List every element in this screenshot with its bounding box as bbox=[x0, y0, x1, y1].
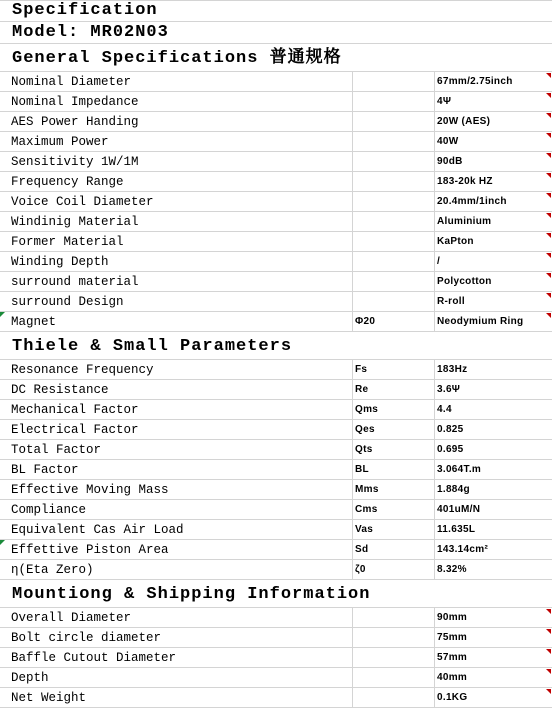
section-title-thiele: Thiele & Small Parameters bbox=[12, 337, 293, 356]
param-label[interactable]: Total Factor bbox=[0, 440, 353, 459]
param-label[interactable]: Depth bbox=[0, 668, 353, 687]
param-symbol[interactable] bbox=[353, 688, 435, 707]
table-row[interactable] bbox=[0, 112, 552, 132]
param-value[interactable]: 3.6Ψ bbox=[437, 384, 461, 395]
param-symbol[interactable] bbox=[353, 608, 435, 627]
param-value[interactable]: Neodymium Ring bbox=[435, 312, 552, 331]
comment-indicator-icon bbox=[546, 609, 551, 614]
param-symbol[interactable]: Qts bbox=[353, 440, 435, 459]
param-label[interactable]: Baffle Cutout Diameter bbox=[0, 648, 353, 667]
table-row[interactable] bbox=[0, 480, 552, 500]
param-symbol[interactable] bbox=[353, 132, 435, 151]
comment-indicator-icon bbox=[546, 93, 551, 98]
table-row[interactable] bbox=[0, 152, 552, 172]
param-symbol[interactable] bbox=[353, 628, 435, 647]
param-value[interactable]: 40W bbox=[435, 132, 552, 151]
param-symbol[interactable] bbox=[353, 252, 435, 271]
comment-indicator-icon bbox=[546, 193, 551, 198]
section-header-mounting[interactable] bbox=[0, 580, 552, 608]
param-value[interactable]: 143.14cm² bbox=[437, 544, 489, 555]
param-symbol[interactable] bbox=[353, 212, 435, 231]
general-table bbox=[0, 72, 552, 332]
param-symbol[interactable]: ζ0 bbox=[353, 560, 435, 579]
table-row[interactable] bbox=[0, 360, 552, 380]
param-symbol[interactable] bbox=[353, 112, 435, 131]
param-label[interactable]: η(Eta Zero) bbox=[0, 560, 353, 579]
param-symbol[interactable]: Cms bbox=[353, 500, 435, 519]
param-label[interactable]: Compliance bbox=[0, 500, 353, 519]
comment-indicator-icon bbox=[546, 649, 551, 654]
comment-indicator-icon bbox=[546, 73, 551, 78]
param-label[interactable]: Resonance Frequency bbox=[0, 360, 353, 379]
param-symbol[interactable] bbox=[353, 72, 435, 91]
param-symbol[interactable]: Mms bbox=[353, 480, 435, 499]
comment-indicator-icon bbox=[546, 669, 551, 674]
comment-indicator-icon bbox=[546, 293, 551, 298]
param-symbol[interactable]: Qms bbox=[353, 400, 435, 419]
param-label[interactable]: Nominal Impedance bbox=[0, 92, 353, 111]
table-row[interactable] bbox=[0, 272, 552, 292]
param-value[interactable]: 8.32% bbox=[437, 564, 467, 575]
param-symbol[interactable]: Φ20 bbox=[353, 312, 435, 331]
param-label[interactable]: Mechanical Factor bbox=[0, 400, 353, 419]
table-row[interactable] bbox=[0, 192, 552, 212]
table-row[interactable] bbox=[0, 212, 552, 232]
title-row[interactable] bbox=[0, 0, 552, 22]
param-label[interactable]: Net Weight bbox=[0, 688, 353, 707]
table-row[interactable] bbox=[0, 668, 552, 688]
error-indicator-icon bbox=[0, 540, 5, 545]
param-symbol[interactable] bbox=[353, 152, 435, 171]
table-row[interactable] bbox=[0, 72, 552, 92]
table-row[interactable] bbox=[0, 520, 552, 540]
param-symbol[interactable] bbox=[353, 648, 435, 667]
param-label[interactable]: Sensitivity 1W/1M bbox=[0, 152, 353, 171]
param-value[interactable]: 183Hz bbox=[437, 364, 468, 375]
table-row[interactable] bbox=[0, 500, 552, 520]
table-row[interactable] bbox=[0, 380, 552, 400]
error-indicator-icon bbox=[0, 312, 5, 317]
table-row[interactable] bbox=[0, 400, 552, 420]
section-header-thiele[interactable] bbox=[0, 332, 552, 360]
comment-indicator-icon bbox=[546, 173, 551, 178]
param-symbol[interactable] bbox=[353, 668, 435, 687]
param-value[interactable]: R-roll bbox=[435, 292, 552, 311]
param-value[interactable]: 1.884g bbox=[437, 484, 470, 495]
param-label[interactable]: surround Design bbox=[0, 292, 353, 311]
comment-indicator-icon bbox=[546, 253, 551, 258]
table-row[interactable] bbox=[0, 292, 552, 312]
param-label[interactable]: Effettive Piston Area bbox=[0, 540, 353, 559]
table-row[interactable] bbox=[0, 608, 552, 628]
param-label[interactable]: Winding Depth bbox=[0, 252, 353, 271]
comment-indicator-icon bbox=[546, 689, 551, 694]
param-value[interactable]: 0.1KG bbox=[435, 688, 552, 707]
table-row[interactable] bbox=[0, 540, 552, 560]
param-label[interactable]: surround material bbox=[0, 272, 353, 291]
thiele-table bbox=[0, 360, 552, 580]
param-symbol[interactable] bbox=[353, 292, 435, 311]
mounting-table bbox=[0, 608, 552, 708]
param-symbol[interactable] bbox=[353, 272, 435, 291]
param-label[interactable]: Equivalent Cas Air Load bbox=[0, 520, 353, 539]
section-header-general[interactable] bbox=[0, 44, 552, 72]
param-value[interactable]: 3.064T.m bbox=[437, 464, 482, 475]
param-symbol[interactable] bbox=[353, 172, 435, 191]
param-label[interactable]: Overall Diameter bbox=[0, 608, 353, 627]
param-label[interactable]: Voice Coil Diameter bbox=[0, 192, 353, 211]
param-label[interactable]: BL Factor bbox=[0, 460, 353, 479]
param-value[interactable]: / bbox=[435, 252, 552, 271]
table-row[interactable] bbox=[0, 460, 552, 480]
comment-indicator-icon bbox=[546, 133, 551, 138]
param-symbol[interactable]: Re bbox=[353, 380, 435, 399]
param-label[interactable]: Magnet bbox=[0, 312, 353, 331]
param-value[interactable]: 11.635L bbox=[437, 524, 476, 535]
param-value[interactable]: KaPton bbox=[435, 232, 552, 251]
model-label: Model: MR02N03 bbox=[12, 23, 169, 42]
table-row[interactable] bbox=[0, 312, 552, 332]
param-symbol[interactable]: Qes bbox=[353, 420, 435, 439]
param-symbol[interactable] bbox=[353, 192, 435, 211]
comment-indicator-icon bbox=[546, 213, 551, 218]
param-value[interactable]: 90dB bbox=[435, 152, 552, 171]
comment-indicator-icon bbox=[546, 153, 551, 158]
model-row[interactable] bbox=[0, 22, 552, 44]
param-value[interactable]: 67mm/2.75inch bbox=[435, 72, 552, 91]
param-value[interactable]: 4.4 bbox=[437, 404, 452, 415]
param-label[interactable]: Windinig Material bbox=[0, 212, 353, 231]
param-symbol[interactable]: Vas bbox=[353, 520, 435, 539]
table-row[interactable] bbox=[0, 132, 552, 152]
comment-indicator-icon bbox=[546, 313, 551, 318]
param-value[interactable]: 40mm bbox=[435, 668, 552, 687]
param-label[interactable]: DC Resistance bbox=[0, 380, 353, 399]
param-label[interactable]: Former Material bbox=[0, 232, 353, 251]
param-value[interactable]: 75mm bbox=[435, 628, 552, 647]
table-row[interactable] bbox=[0, 440, 552, 460]
comment-indicator-icon bbox=[546, 233, 551, 238]
param-value[interactable]: Polycotton bbox=[435, 272, 552, 291]
table-row[interactable] bbox=[0, 92, 552, 112]
param-label[interactable]: Bolt circle diameter bbox=[0, 628, 353, 647]
table-row[interactable] bbox=[0, 172, 552, 192]
param-label[interactable]: Nominal Diameter bbox=[0, 72, 353, 91]
param-value[interactable]: 4Ψ bbox=[435, 92, 552, 111]
table-row[interactable] bbox=[0, 420, 552, 440]
param-symbol[interactable]: Sd bbox=[353, 540, 435, 559]
param-symbol[interactable]: BL bbox=[353, 460, 435, 479]
table-row[interactable] bbox=[0, 252, 552, 272]
param-label[interactable]: Electrical Factor bbox=[0, 420, 353, 439]
table-row[interactable] bbox=[0, 560, 552, 580]
table-row[interactable] bbox=[0, 688, 552, 708]
param-symbol[interactable] bbox=[353, 92, 435, 111]
comment-indicator-icon bbox=[546, 113, 551, 118]
param-value[interactable]: 20W (AES) bbox=[435, 112, 552, 131]
param-value[interactable]: 20.4mm/1inch bbox=[435, 192, 552, 211]
table-row[interactable] bbox=[0, 648, 552, 668]
param-label[interactable]: Effective Moving Mass bbox=[0, 480, 353, 499]
param-value[interactable]: 0.695 bbox=[437, 444, 464, 455]
section-title-general: General Specifications 普通规格 bbox=[12, 49, 342, 68]
param-label[interactable]: AES Power Handing bbox=[0, 112, 353, 131]
param-value[interactable]: Aluminium bbox=[435, 212, 552, 231]
comment-indicator-icon bbox=[546, 629, 551, 634]
param-symbol[interactable]: Fs bbox=[353, 360, 435, 379]
table-row[interactable] bbox=[0, 232, 552, 252]
param-value[interactable]: 90mm bbox=[435, 608, 552, 627]
param-value[interactable]: 0.825 bbox=[437, 424, 464, 435]
comment-indicator-icon bbox=[546, 273, 551, 278]
section-title-mounting: Mountiong & Shipping Information bbox=[12, 585, 371, 604]
param-value[interactable]: 401uM/N bbox=[437, 504, 481, 515]
table-row[interactable] bbox=[0, 628, 552, 648]
param-value[interactable]: 57mm bbox=[435, 648, 552, 667]
sheet-title: Specification bbox=[12, 1, 158, 20]
param-symbol[interactable] bbox=[353, 232, 435, 251]
param-label[interactable]: Frequency Range bbox=[0, 172, 353, 191]
param-label[interactable]: Maximum Power bbox=[0, 132, 353, 151]
param-value[interactable]: 183-20k HZ bbox=[435, 172, 552, 191]
